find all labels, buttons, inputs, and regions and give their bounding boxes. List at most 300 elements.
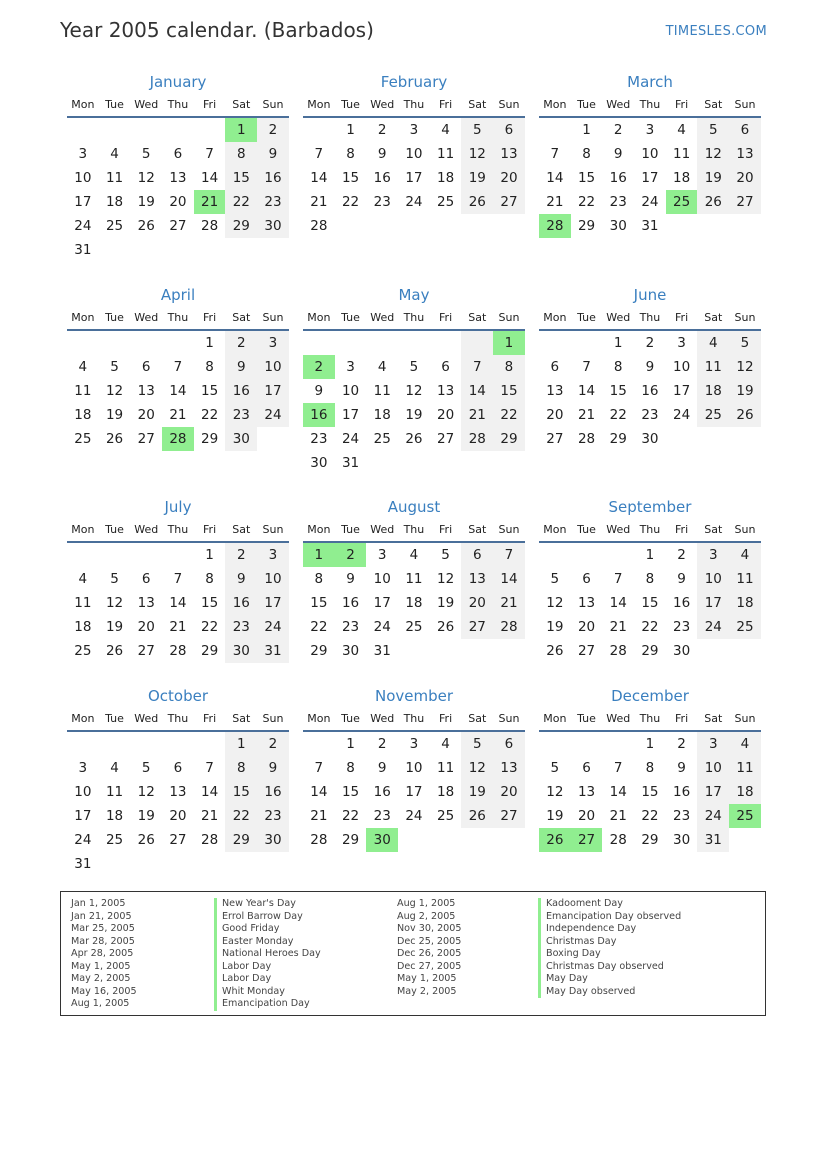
week-row	[67, 543, 289, 567]
weekday-label: Fri	[675, 98, 689, 111]
day-cell: 15	[341, 784, 360, 800]
day-cell: 7	[613, 760, 623, 776]
month-december	[539, 684, 761, 852]
week-row	[303, 615, 525, 639]
day-cell: 8	[314, 571, 324, 587]
weekday-label: Sat	[232, 712, 251, 725]
weekday-label: Fri	[675, 712, 689, 725]
day-cell: 30	[673, 832, 691, 848]
month-name: July	[164, 498, 192, 516]
week-row	[539, 591, 761, 615]
day-cell: 16	[225, 591, 257, 615]
week-row	[539, 732, 761, 756]
day-cell: 9	[257, 756, 289, 780]
day-cell: 22	[225, 190, 257, 214]
day-cell: 20	[461, 591, 493, 615]
month-name: February	[380, 73, 448, 91]
day-cell: 4	[409, 547, 419, 563]
empty-cell	[130, 543, 162, 567]
day-cell: 30	[310, 455, 328, 471]
day-cell: 3	[346, 359, 355, 375]
day-cell: 21	[194, 190, 226, 214]
holiday-name: May Day	[538, 973, 681, 986]
weekday-label: Tue	[341, 712, 360, 725]
holiday-date: Mar 25, 2005	[71, 923, 135, 934]
empty-cell	[335, 331, 367, 355]
empty-cell	[130, 238, 162, 262]
week-row	[67, 828, 289, 852]
day-cell: 20	[169, 194, 187, 210]
weekday-label: Thu	[167, 712, 189, 725]
week-row	[539, 331, 761, 355]
day-cell: 10	[341, 383, 360, 399]
weekday-label: Mon	[71, 523, 95, 536]
day-cell: 12	[437, 571, 455, 587]
empty-cell	[493, 451, 525, 475]
day-cell: 1	[645, 736, 655, 752]
day-cell: 8	[205, 359, 214, 375]
empty-cell	[162, 331, 194, 355]
holiday-name: May Day observed	[538, 986, 681, 999]
day-cell: 15	[225, 166, 257, 190]
week-row	[303, 166, 525, 190]
day-cell: 8	[613, 359, 623, 375]
week-row	[67, 379, 289, 403]
holiday-date: Aug 2, 2005	[397, 910, 456, 922]
month-name: August	[387, 498, 441, 516]
day-cell: 15	[225, 780, 257, 804]
day-cell: 24	[697, 615, 729, 639]
day-cell: 17	[697, 591, 729, 615]
day-cell: 13	[169, 784, 187, 800]
day-cell: 24	[641, 194, 659, 210]
empty-cell	[366, 214, 398, 238]
week-row	[303, 780, 525, 804]
day-cell: 13	[169, 170, 187, 186]
week-row	[539, 379, 761, 403]
day-cell: 27	[169, 832, 187, 848]
day-cell: 30	[257, 828, 289, 852]
holiday-name: Labor Day	[214, 973, 321, 986]
day-cell: 17	[257, 379, 289, 403]
day-cell: 11	[74, 595, 92, 611]
week-row	[303, 190, 525, 214]
week-row	[539, 543, 761, 567]
day-cell: 15	[641, 784, 659, 800]
brand-link[interactable]: TIMESLES.COM	[665, 24, 767, 39]
day-cell: 5	[110, 571, 119, 587]
week-row	[539, 355, 761, 379]
day-cell: 25	[373, 431, 391, 447]
weekday-label: Wed	[606, 712, 631, 725]
day-cell: 30	[641, 431, 659, 447]
day-cell: 29	[201, 643, 219, 659]
day-cell: 11	[405, 571, 423, 587]
day-cell: 10	[697, 756, 729, 780]
empty-cell	[194, 118, 226, 142]
day-cell: 23	[641, 407, 659, 423]
empty-cell	[162, 238, 194, 262]
week-row	[539, 166, 761, 190]
empty-cell	[729, 639, 761, 663]
day-cell: 21	[609, 808, 627, 824]
weekday-label: Wed	[370, 311, 395, 324]
day-cell: 19	[405, 407, 423, 423]
day-cell: 9	[613, 146, 623, 162]
day-cell: 21	[461, 403, 493, 427]
empty-cell	[303, 331, 335, 355]
weekday-label: Mon	[71, 311, 95, 324]
day-cell: 10	[257, 355, 289, 379]
day-cell: 6	[493, 732, 525, 756]
legend-dates-column-2	[397, 898, 462, 998]
day-cell: 7	[461, 355, 493, 379]
week-row	[539, 615, 761, 639]
day-cell: 3	[677, 335, 686, 351]
day-cell: 3	[78, 760, 88, 776]
weekday-label: Tue	[341, 311, 360, 324]
weekday-header	[539, 94, 761, 118]
weekday-header	[303, 307, 525, 331]
day-cell: 18	[729, 780, 761, 804]
weekday-label: Tue	[105, 523, 124, 536]
day-cell: 23	[310, 431, 328, 447]
day-cell: 23	[257, 190, 289, 214]
day-cell: 27	[169, 218, 187, 234]
empty-cell	[493, 828, 525, 852]
day-cell: 14	[310, 170, 328, 186]
day-cell: 2	[645, 335, 655, 351]
day-cell: 13	[546, 383, 564, 399]
empty-cell	[602, 732, 634, 756]
day-cell: 16	[641, 383, 659, 399]
day-cell: 1	[346, 122, 355, 138]
empty-cell	[729, 828, 761, 852]
weekday-header	[539, 519, 761, 543]
holiday-name: Whit Monday	[214, 986, 321, 999]
day-cell: 10	[74, 170, 92, 186]
day-cell: 24	[673, 407, 691, 423]
weekday-label: Mon	[71, 98, 95, 111]
weekday-label: Tue	[341, 523, 360, 536]
empty-cell	[162, 118, 194, 142]
day-cell: 28	[493, 615, 525, 639]
day-cell: 2	[225, 543, 257, 567]
weekday-label: Fri	[675, 311, 689, 324]
day-cell: 31	[257, 639, 289, 663]
day-cell: 5	[409, 359, 419, 375]
weekday-label: Wed	[134, 712, 159, 725]
day-cell: 11	[729, 756, 761, 780]
week-row	[539, 403, 761, 427]
day-cell: 28	[609, 643, 627, 659]
day-cell: 29	[641, 643, 659, 659]
day-cell: 14	[201, 784, 219, 800]
day-cell: 5	[729, 331, 761, 355]
weekday-label: Thu	[639, 523, 661, 536]
day-cell: 11	[105, 170, 124, 186]
day-cell: 6	[441, 359, 450, 375]
day-cell: 28	[310, 832, 328, 848]
day-cell: 4	[78, 571, 88, 587]
weekday-label: Fri	[203, 712, 217, 725]
day-cell: 28	[609, 832, 627, 848]
day-cell: 18	[673, 170, 691, 186]
holiday-name: Emancipation Day observed	[538, 911, 681, 924]
week-row	[67, 639, 289, 663]
empty-cell	[335, 214, 367, 238]
day-cell: 13	[577, 595, 596, 611]
week-row	[539, 639, 761, 663]
day-cell: 8	[346, 146, 355, 162]
day-cell: 12	[546, 595, 564, 611]
month-name: April	[160, 286, 196, 304]
day-cell: 5	[110, 359, 119, 375]
day-cell: 6	[493, 118, 525, 142]
weekday-label: Tue	[105, 98, 124, 111]
weekday-label: Tue	[577, 712, 596, 725]
day-cell: 3	[697, 543, 729, 567]
weekday-label: Sun	[262, 311, 284, 324]
empty-cell	[697, 214, 729, 238]
day-cell: 2	[377, 736, 387, 752]
day-cell: 28	[539, 214, 571, 238]
weekday-label: Sat	[468, 98, 487, 111]
empty-cell	[430, 214, 462, 238]
week-row	[303, 756, 525, 780]
weekday-header	[67, 307, 289, 331]
week-row	[303, 543, 525, 567]
day-cell: 22	[609, 407, 627, 423]
week-row	[303, 142, 525, 166]
day-cell: 25	[666, 190, 698, 214]
week-row	[539, 756, 761, 780]
day-cell: 4	[441, 122, 450, 138]
holiday-date: Aug 1, 2005	[71, 998, 130, 1009]
month-name: January	[149, 73, 207, 91]
day-cell: 6	[141, 571, 151, 587]
day-cell: 20	[577, 808, 596, 824]
day-cell: 6	[550, 359, 560, 375]
week-row	[67, 166, 289, 190]
day-cell: 16	[341, 595, 360, 611]
empty-cell	[99, 543, 131, 567]
day-cell: 21	[169, 619, 187, 635]
weekday-label: Fri	[439, 712, 453, 725]
week-row	[539, 828, 761, 852]
day-cell: 30	[673, 643, 691, 659]
day-cell: 29	[310, 643, 328, 659]
day-cell: 20	[546, 407, 564, 423]
empty-cell	[162, 732, 194, 756]
day-cell: 27	[493, 804, 525, 828]
day-cell: 7	[314, 146, 324, 162]
day-cell: 9	[225, 567, 257, 591]
day-cell: 19	[461, 780, 493, 804]
day-cell: 13	[461, 567, 493, 591]
empty-cell	[461, 828, 493, 852]
day-cell: 14	[609, 595, 627, 611]
day-cell: 22	[493, 403, 525, 427]
weekday-label: Mon	[307, 712, 331, 725]
day-cell: 19	[437, 595, 455, 611]
holiday-name: New Year's Day	[214, 898, 321, 911]
weekday-label: Sat	[232, 98, 251, 111]
empty-cell	[130, 732, 162, 756]
day-cell: 7	[314, 760, 324, 776]
day-cell: 10	[405, 146, 423, 162]
day-cell: 3	[257, 543, 289, 567]
empty-cell	[99, 118, 131, 142]
day-cell: 12	[137, 784, 155, 800]
day-cell: 26	[437, 619, 455, 635]
week-row	[67, 355, 289, 379]
day-cell: 24	[74, 218, 92, 234]
week-row	[303, 732, 525, 756]
empty-cell	[461, 639, 493, 663]
weekday-label: Tue	[341, 98, 360, 111]
holiday-name: Independence Day	[538, 923, 681, 936]
day-cell: 16	[225, 379, 257, 403]
day-cell: 27	[437, 431, 455, 447]
day-cell: 27	[493, 190, 525, 214]
weekday-label: Tue	[577, 311, 596, 324]
day-cell: 19	[729, 379, 761, 403]
day-cell: 5	[461, 118, 493, 142]
weekday-header	[67, 94, 289, 118]
day-cell: 23	[341, 619, 360, 635]
day-cell: 15	[201, 383, 219, 399]
holiday-name: National Heroes Day	[214, 948, 321, 961]
day-cell: 22	[201, 619, 219, 635]
day-cell: 2	[677, 547, 686, 563]
empty-cell	[430, 639, 462, 663]
day-cell: 11	[697, 355, 729, 379]
day-cell: 19	[461, 166, 493, 190]
week-row	[539, 804, 761, 828]
day-cell: 9	[225, 355, 257, 379]
empty-cell	[130, 331, 162, 355]
day-cell: 7	[205, 146, 214, 162]
day-cell: 9	[346, 571, 355, 587]
day-cell: 14	[461, 379, 493, 403]
day-cell: 28	[162, 427, 194, 451]
weekday-label: Sat	[704, 98, 723, 111]
empty-cell	[461, 451, 493, 475]
day-cell: 14	[577, 383, 596, 399]
month-april	[67, 283, 289, 451]
weekday-label: Sun	[498, 712, 520, 725]
day-cell: 24	[405, 194, 423, 210]
day-cell: 8	[205, 571, 214, 587]
month-july	[67, 495, 289, 663]
holiday-date: Jan 21, 2005	[71, 910, 132, 922]
day-cell: 26	[546, 643, 564, 659]
empty-cell	[571, 331, 603, 355]
holiday-date: Dec 25, 2005	[397, 935, 462, 947]
day-cell: 30	[366, 828, 398, 852]
day-cell: 14	[201, 170, 219, 186]
day-cell: 16	[373, 170, 391, 186]
weekday-label: Sat	[468, 523, 487, 536]
day-cell: 16	[673, 784, 691, 800]
weekday-label: Sat	[704, 712, 723, 725]
day-cell: 4	[110, 760, 119, 776]
day-cell: 20	[493, 780, 525, 804]
day-cell: 1	[303, 543, 335, 567]
holiday-date: Jan 1, 2005	[71, 898, 126, 909]
day-cell: 11	[673, 146, 691, 162]
empty-cell	[539, 118, 571, 142]
holiday-date: May 16, 2005	[71, 985, 137, 997]
weekday-label: Sun	[734, 311, 756, 324]
day-cell: 14	[310, 784, 328, 800]
day-cell: 28	[310, 218, 328, 234]
day-cell: 30	[225, 427, 257, 451]
week-row	[67, 142, 289, 166]
day-cell: 8	[645, 760, 655, 776]
day-cell: 14	[609, 784, 627, 800]
day-cell: 26	[405, 431, 423, 447]
empty-cell	[398, 828, 430, 852]
day-cell: 22	[310, 619, 328, 635]
weekday-label: Thu	[639, 98, 661, 111]
day-cell: 12	[729, 355, 761, 379]
day-cell: 19	[137, 194, 155, 210]
day-cell: 25	[405, 619, 423, 635]
weekday-header	[539, 708, 761, 732]
day-cell: 20	[437, 407, 455, 423]
day-cell: 26	[137, 218, 155, 234]
day-cell: 7	[173, 359, 183, 375]
weekday-label: Thu	[403, 311, 425, 324]
day-cell: 15	[577, 170, 596, 186]
day-cell: 28	[201, 218, 219, 234]
day-cell: 12	[697, 142, 729, 166]
day-cell: 27	[137, 643, 155, 659]
day-cell: 22	[341, 194, 360, 210]
week-row	[539, 214, 761, 238]
day-cell: 8	[645, 571, 655, 587]
weekday-label: Sun	[734, 523, 756, 536]
day-cell: 4	[677, 122, 686, 138]
empty-cell	[99, 732, 131, 756]
day-cell: 29	[641, 832, 659, 848]
weekday-label: Fri	[439, 98, 453, 111]
day-cell: 5	[550, 760, 560, 776]
day-cell: 8	[225, 756, 257, 780]
day-cell: 21	[577, 407, 596, 423]
empty-cell	[303, 732, 335, 756]
month-name: October	[147, 687, 209, 705]
day-cell: 2	[225, 331, 257, 355]
day-cell: 23	[257, 804, 289, 828]
day-cell: 12	[405, 383, 423, 399]
day-cell: 22	[341, 808, 360, 824]
empty-cell	[67, 543, 99, 567]
day-cell: 3	[697, 732, 729, 756]
empty-cell	[99, 852, 131, 876]
empty-cell	[493, 639, 525, 663]
day-cell: 24	[257, 403, 289, 427]
day-cell: 4	[78, 359, 88, 375]
day-cell: 9	[314, 383, 324, 399]
day-cell: 17	[697, 780, 729, 804]
day-cell: 17	[341, 407, 360, 423]
empty-cell	[225, 238, 257, 262]
month-february	[303, 70, 525, 238]
month-january	[67, 70, 289, 262]
